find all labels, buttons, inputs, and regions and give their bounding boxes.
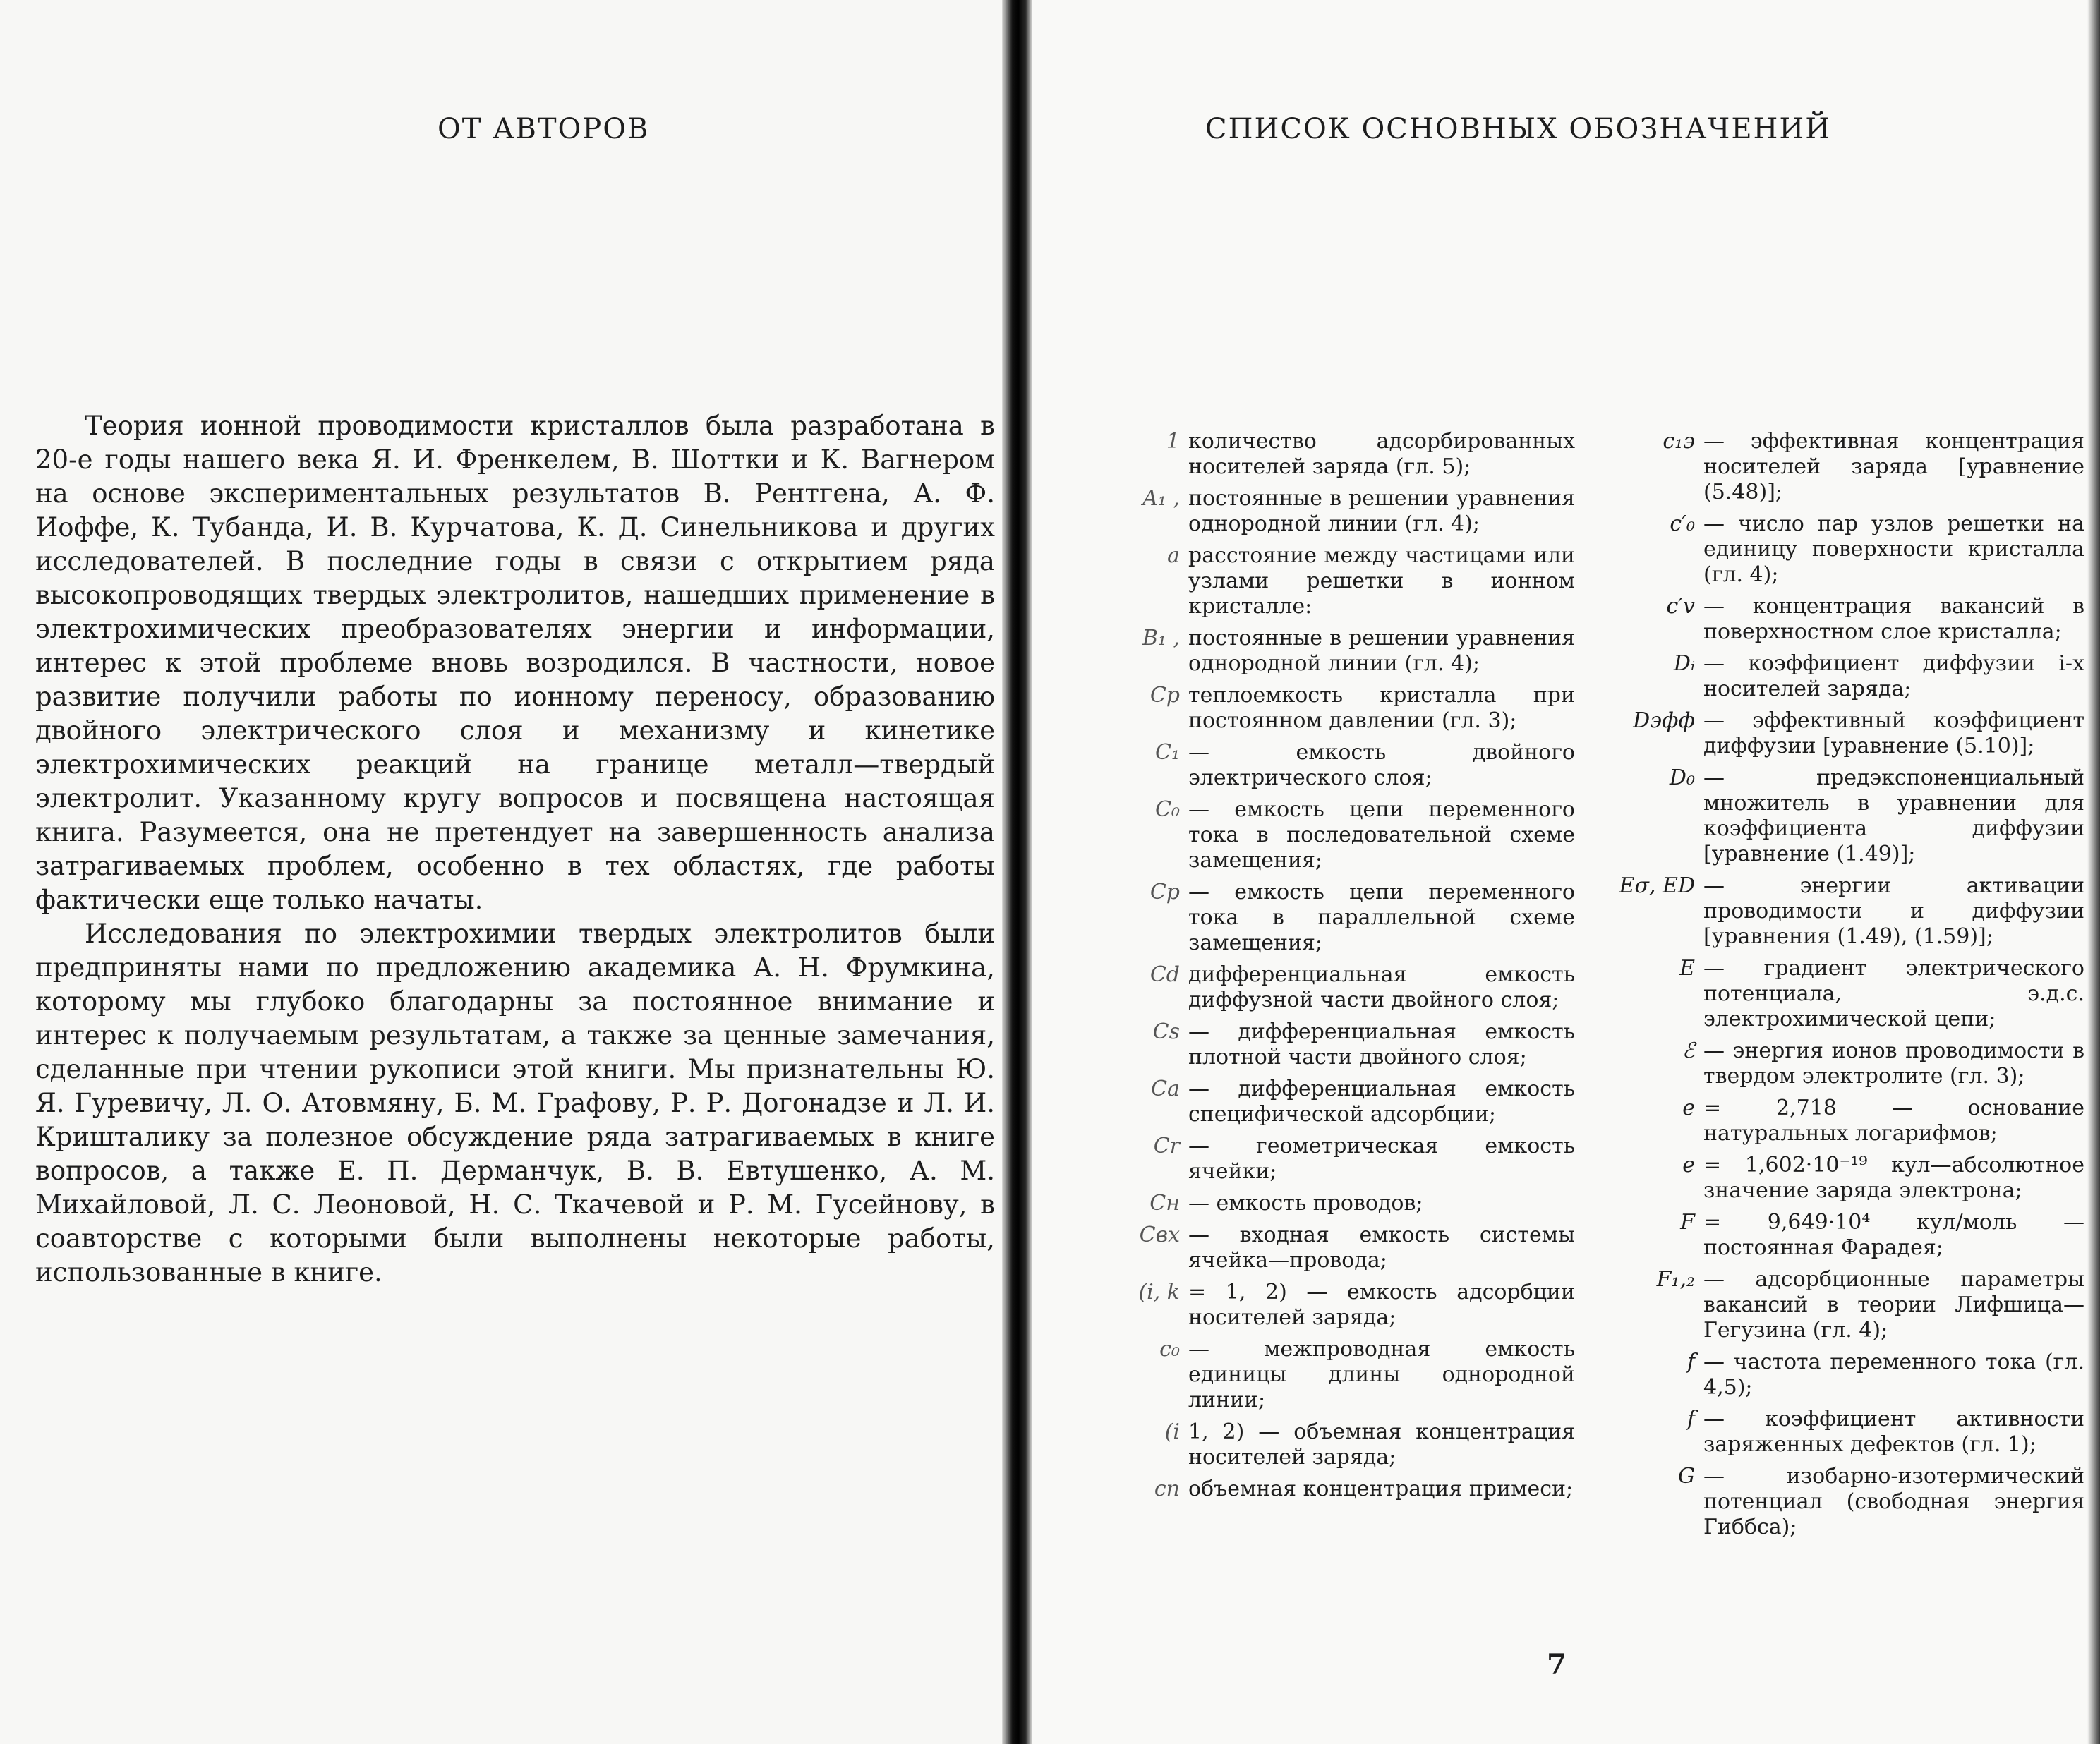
notation-description: — емкость двойного электрического слоя; — [1188, 740, 1575, 790]
book-gutter — [1002, 0, 1032, 1744]
notation-description: — эффективный коэффициент диффузии [уравнение (5.10)]; — [1703, 708, 2084, 758]
page-number: 7 — [1547, 1648, 1567, 1681]
notation-entry — [1088, 1223, 1575, 1273]
notation-entry — [1582, 1153, 2084, 1204]
notation-description: 1, 2) — объемная концентрация носителей заряда; — [1188, 1419, 1575, 1470]
notation-symbol: A₁ , — [1142, 486, 1180, 511]
notation-description: — адсорбционные параметры вакансий в теории Лифшица—Гегузина (гл. 4); — [1703, 1267, 2084, 1343]
notation-description: = 9,649·10⁴ кул/моль — постоянная Фарадея; — [1703, 1210, 2084, 1260]
notation-symbol: a — [1167, 543, 1180, 568]
notation-symbol: Eσ, ED — [1619, 873, 1695, 898]
notation-entry — [1582, 429, 2084, 505]
notation-symbol: c′v — [1666, 594, 1695, 619]
right-page-title: СПИСОК ОСНОВНЫХ ОБОЗНАЧЕНИЙ — [1205, 113, 1832, 145]
notation-description: = 1,602·10⁻¹⁹ кул—абсолютное значение заряда электрона; — [1703, 1153, 2084, 1203]
notation-entry — [1088, 797, 1575, 873]
notation-entry — [1582, 1407, 2084, 1458]
right-page — [1032, 0, 2100, 1744]
notation-description: — частота переменного тока (гл. 4,5); — [1703, 1350, 2084, 1400]
notation-symbol: Cr — [1153, 1134, 1180, 1158]
notation-entry — [1088, 880, 1575, 956]
notation-description: — число пар узлов решетки на единицу поверхности кристалла (гл. 4); — [1703, 511, 2084, 587]
notation-entry — [1582, 1464, 2084, 1540]
left-page-title: ОТ АВТОРОВ — [438, 113, 650, 145]
paragraph-2: Исследования по электрохимии твердых электролитов были предприняты нами по предложению академика А. Н. Фрумкина, которому мы глубоко благодарны за постоянное внимание и интерес к получаемым результатам, а также за ценные замечания, сделанные при чтении рукописи этой книги. Мы признательны Ю. Я. Гуревичу, Л. О. Атовмяну, Б. М. Графову, Р. Р. Догонадзе и Л. И. Кришталику за полезное обсуждение ряда затрагиваемых в книге вопросов, а также Е. П. Дерманчук, В. В. Евтушенко, А. М. Михайловой, Л. С. Леоновой, Н. С. Ткачевой и Р. М. Гусейнову, в соавторстве с которыми были выполнены некоторые работы, использованные в книге. — [35, 919, 995, 1288]
notation-description: — градиент электрического потенциала, э.д.с. электрохимической цепи; — [1703, 956, 2084, 1031]
notation-symbol: D₀ — [1669, 765, 1695, 790]
notation-symbol: cп — [1154, 1477, 1180, 1501]
notation-symbol: B₁ , — [1142, 626, 1180, 650]
paragraph-1: Теория ионной проводимости кристаллов была разработана в 20-е годы нашего века Я. И. Френкелем, В. Шоттки и К. Вагнером на основе экспериментальных результатов В. Рентгена, А. Ф. Иоффе, К. Тубанда, И. В. Курчатова, К. Д. Синельникова и других исследователей. В последние годы в связи с открытием ряда высокопроводящих твердых электролитов, нашедших применение в электрохимических преобразователях энергии и информации, интерес к этой проблеме вновь возродился. В частности, новое развитие получили работы по ионному переносу, образованию двойного электрического слоя и механизму и кинетике электрохимических реакций на границе металл—твердый электролит. Указанному кругу вопросов и посвящена настоящая книга. Разумеется, она не претендует на завершенность анализа затрагиваемых проблем, особенно в тех областях, где работы фактически еще только начаты. — [35, 411, 995, 915]
notation-entry — [1088, 683, 1575, 734]
notation-entry — [1088, 1337, 1575, 1413]
notation-symbol: C₁ — [1155, 740, 1180, 765]
notation-description: — эффективная концентрация носителей заряда [уравнение (5.48)]; — [1703, 429, 2084, 504]
notation-description: — емкость цепи переменного тока в последовательной схеме замещения; — [1188, 797, 1575, 873]
notation-entry — [1582, 956, 2084, 1032]
notation-symbol: e — [1682, 1153, 1695, 1177]
notation-description: — изобарно-изотермический потенциал (свободная энергия Гиббса); — [1703, 1464, 2084, 1539]
notation-symbol: F₁,₂ — [1656, 1267, 1695, 1292]
left-page — [0, 0, 1002, 1744]
notation-symbol: Dᵢ — [1673, 651, 1695, 676]
notation-entry — [1582, 765, 2084, 867]
notation-symbol: C₀ — [1155, 797, 1180, 822]
notation-entry — [1582, 708, 2084, 759]
notation-description: — дифференциальная емкость специфической адсорбции; — [1188, 1077, 1575, 1127]
notation-description: = 2,718 — основание натуральных логарифмов; — [1703, 1096, 2084, 1146]
notation-column-right — [1582, 429, 2084, 1546]
notation-description: — энергии активации проводимости и диффузии [уравнения (1.49), (1.59)]; — [1703, 873, 2084, 949]
notation-entry — [1582, 873, 2084, 950]
notation-description: теплоемкость кристалла при постоянном давлении (гл. 3); — [1188, 683, 1575, 733]
notation-entry — [1088, 543, 1575, 619]
notation-entry — [1582, 1210, 2084, 1261]
notation-description: постоянные в решении уравнения однородной линии (гл. 4); — [1188, 626, 1575, 676]
notation-entry — [1088, 1019, 1575, 1070]
notation-description: количество адсорбированных носителей заряда (гл. 5); — [1188, 429, 1575, 479]
notation-description: — энергия ионов проводимости в твердом электролите (гл. 3); — [1703, 1038, 2084, 1089]
notation-entry — [1088, 1077, 1575, 1127]
notation-description: — коэффициент активности заряженных дефектов (гл. 1); — [1703, 1407, 2084, 1457]
notation-entry — [1582, 1267, 2084, 1343]
notation-entry — [1582, 1350, 2084, 1400]
notation-description: — коэффициент диффузии i-х носителей заряда; — [1703, 651, 2084, 701]
notation-description: — геометрическая емкость ячейки; — [1188, 1134, 1575, 1184]
notation-entry — [1088, 626, 1575, 677]
notation-symbol: c₀ — [1159, 1337, 1180, 1362]
notation-description: — предэкспоненциальный множитель в уравнении для коэффициента диффузии [уравнение (1.49)]; — [1703, 765, 2084, 866]
notation-symbol: Cd — [1149, 962, 1180, 987]
notation-description: — емкость цепи переменного тока в параллельной схеме замещения; — [1188, 880, 1575, 955]
notation-entry — [1582, 594, 2084, 645]
page-edge — [2087, 0, 2100, 1744]
notation-column-left — [1088, 429, 1575, 1508]
notation-description: расстояние между частицами или узлами решетки в ионном кристалле: — [1188, 543, 1575, 619]
notation-description: — дифференциальная емкость плотной части двойного слоя; — [1188, 1019, 1575, 1070]
notation-symbol: Dэфф — [1633, 708, 1695, 733]
notation-symbol: Cp — [1149, 683, 1180, 708]
notation-symbol: 1 — [1166, 429, 1180, 454]
left-page-body — [35, 409, 995, 1290]
notation-description: — емкость проводов; — [1188, 1191, 1423, 1216]
notation-symbol: Cн — [1149, 1191, 1180, 1216]
notation-entry — [1088, 962, 1575, 1013]
notation-entry — [1088, 429, 1575, 480]
notation-entry — [1088, 740, 1575, 791]
notation-entry — [1088, 1419, 1575, 1470]
notation-entry — [1088, 1134, 1575, 1185]
notation-symbol: Ca — [1151, 1077, 1180, 1101]
notation-entry — [1088, 486, 1575, 537]
notation-entry — [1582, 1096, 2084, 1146]
notation-symbol: F — [1680, 1210, 1695, 1235]
notation-symbol: E — [1679, 956, 1695, 981]
notation-symbol: (i, k — [1138, 1280, 1180, 1304]
notation-description: дифференциальная емкость диффузной части двойного слоя; — [1188, 962, 1575, 1012]
notation-symbol: Cвх — [1139, 1223, 1180, 1247]
notation-symbol: (i — [1164, 1419, 1180, 1444]
notation-symbol: f — [1686, 1407, 1695, 1431]
notation-symbol: Cp — [1149, 880, 1180, 904]
notation-entry — [1088, 1477, 1575, 1502]
notation-description: — входная емкость системы ячейка—провода; — [1188, 1223, 1575, 1273]
notation-description: — концентрация вакансий в поверхностном слое кристалла; — [1703, 594, 2084, 644]
notation-entry — [1582, 511, 2084, 588]
notation-description: постоянные в решении уравнения однородной линии (гл. 4); — [1188, 486, 1575, 536]
notation-entry — [1582, 651, 2084, 702]
notation-symbol: Cs — [1152, 1019, 1180, 1044]
notation-symbol: c₁э — [1662, 429, 1695, 454]
notation-symbol: G — [1678, 1464, 1695, 1489]
notation-description: = 1, 2) — емкость адсорбции носителей заряда; — [1188, 1280, 1575, 1330]
notation-symbol: f — [1686, 1350, 1695, 1374]
notation-description: объемная концентрация примеси; — [1188, 1477, 1574, 1501]
notation-entry — [1088, 1191, 1575, 1216]
notation-entry — [1582, 1038, 2084, 1089]
notation-description: — межпроводная емкость единицы длины однородной линии; — [1188, 1337, 1575, 1412]
notation-entry — [1088, 1280, 1575, 1331]
notation-symbol: c′₀ — [1670, 511, 1695, 536]
notation-symbol: ℰ — [1682, 1038, 1695, 1063]
notation-symbol: e — [1682, 1096, 1695, 1120]
